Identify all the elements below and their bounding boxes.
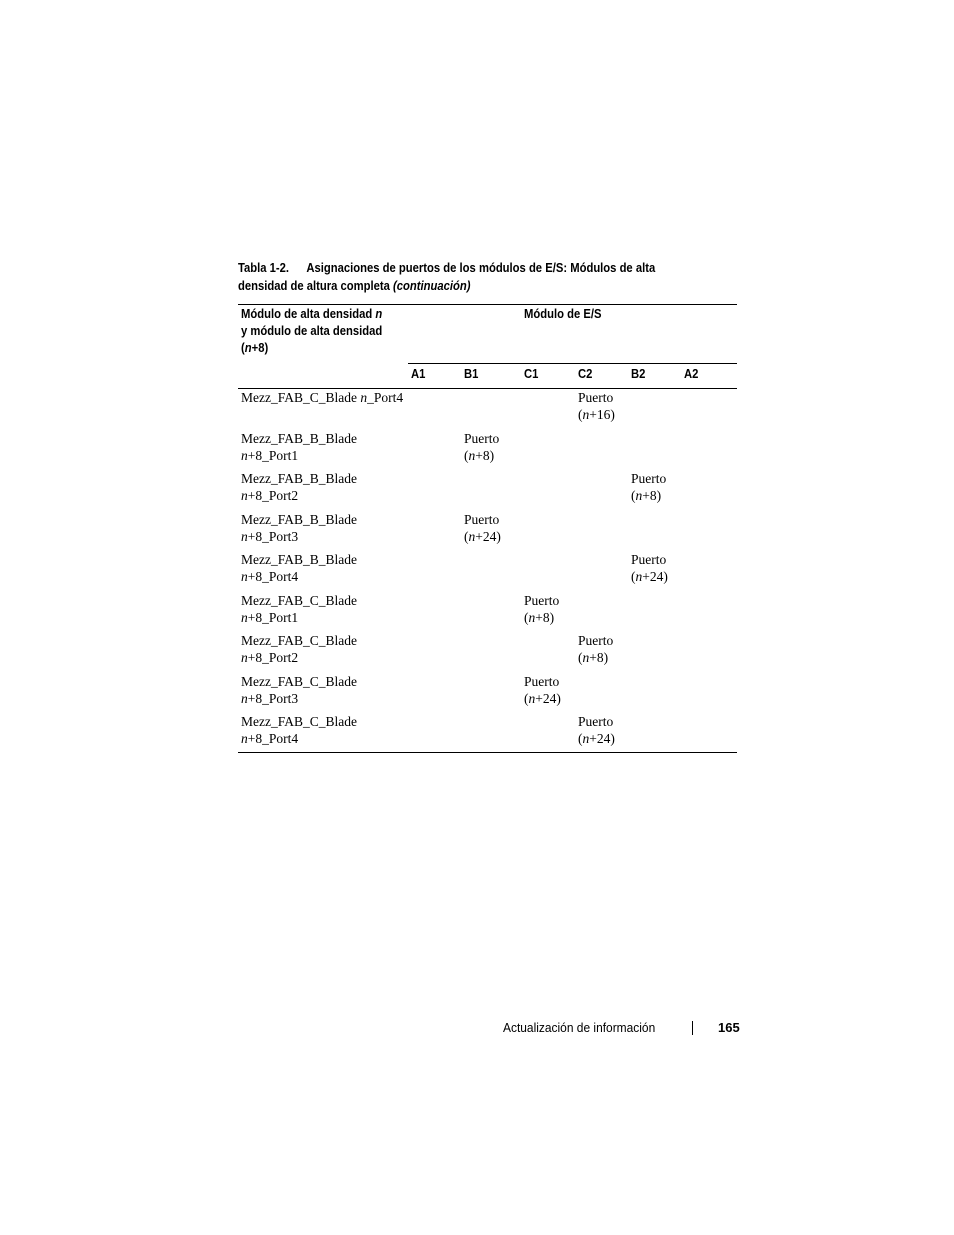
row-port-cell <box>524 674 561 707</box>
column-a2: A2 <box>684 367 699 381</box>
row-port-value: (n+24) <box>631 568 668 584</box>
row-port-label: Puerto <box>464 431 500 446</box>
table-title: Asignaciones de puertos de los módulos de E/S: Módulos de alta densidad de altura completa <box>238 261 656 293</box>
table-row <box>241 431 357 464</box>
row-module-line2: n+8_Port3 <box>241 528 299 544</box>
table-row <box>241 593 357 626</box>
row-module-line1: Mezz_FAB_C_Blade n_Port4 <box>241 390 404 405</box>
row-module-line2: n+8_Port2 <box>241 487 299 503</box>
table-continued: (continuación) <box>393 279 471 293</box>
header-left-line1: Módulo de alta densidad <box>241 307 373 321</box>
row-port-value: (n+16) <box>578 406 615 422</box>
row-module-line2: n+8_Port4 <box>241 568 299 584</box>
row-port-cell <box>578 633 613 666</box>
row-port-label: Puerto <box>578 633 614 648</box>
row-module-line2: n+8_Port3 <box>241 690 299 706</box>
row-module-line1: Mezz_FAB_C_Blade <box>241 633 357 648</box>
page-number: 165 <box>718 1020 740 1035</box>
table-top-rule <box>238 304 737 305</box>
row-port-label: Puerto <box>524 593 560 608</box>
row-module-line1: Mezz_FAB_B_Blade <box>241 471 357 486</box>
column-b1: B1 <box>464 367 479 381</box>
column-a1: A1 <box>411 367 426 381</box>
header-left-var2: n <box>244 341 252 355</box>
row-module-line1: Mezz_FAB_C_Blade <box>241 674 357 689</box>
subheader-rule <box>408 363 737 364</box>
table-row <box>241 390 403 407</box>
header-left-line2: y módulo de alta densidad <box>241 324 383 338</box>
row-module-line2: n+8_Port4 <box>241 730 299 746</box>
header-left-var1: n <box>375 307 383 321</box>
row-module-line1: Mezz_FAB_B_Blade <box>241 552 357 567</box>
row-port-value: (n+24) <box>578 730 615 746</box>
row-module-line1: Mezz_FAB_B_Blade <box>241 431 357 446</box>
row-port-value: (n+24) <box>524 690 561 706</box>
header-module-pair <box>241 306 382 357</box>
row-module-line2: n+8_Port1 <box>241 609 299 625</box>
row-port-cell <box>578 714 615 747</box>
header-left-open: ( <box>241 341 245 355</box>
row-module-line1: Mezz_FAB_C_Blade <box>241 714 357 729</box>
row-port-value: (n+8) <box>464 447 495 463</box>
column-c2: C2 <box>578 367 593 381</box>
row-port-label: Puerto <box>631 552 667 567</box>
table-row <box>241 714 357 747</box>
row-port-label: Puerto <box>578 390 614 405</box>
row-port-label: Puerto <box>464 512 500 527</box>
table-row <box>241 471 357 504</box>
header-left-rest: +8) <box>251 341 269 355</box>
column-c1: C1 <box>524 367 539 381</box>
row-port-cell <box>631 471 666 504</box>
column-b2: B2 <box>631 367 646 381</box>
table-row <box>241 674 357 707</box>
row-port-value: (n+8) <box>578 649 609 665</box>
row-port-cell <box>524 593 559 626</box>
table-row <box>241 512 357 545</box>
table-row <box>241 552 357 585</box>
row-port-value: (n+24) <box>464 528 501 544</box>
row-module-line2: n+8_Port1 <box>241 447 299 463</box>
row-module-line2: n+8_Port2 <box>241 649 299 665</box>
header-io-module: Módulo de E/S <box>524 307 602 321</box>
footer-section-title: Actualización de información <box>503 1020 656 1035</box>
row-port-label: Puerto <box>578 714 614 729</box>
row-port-value: (n+8) <box>631 487 662 503</box>
row-port-label: Puerto <box>631 471 667 486</box>
row-module-line1: Mezz_FAB_B_Blade <box>241 512 357 527</box>
row-port-cell <box>464 431 499 464</box>
table-row <box>241 633 357 666</box>
footer-separator <box>692 1021 693 1035</box>
row-port-cell <box>578 390 615 423</box>
row-port-label: Puerto <box>524 674 560 689</box>
table-caption <box>238 259 697 295</box>
row-port-cell <box>464 512 501 545</box>
row-port-cell <box>631 552 668 585</box>
table-bottom-rule <box>238 752 737 753</box>
header-bottom-rule <box>238 388 737 389</box>
table-number: Tabla 1-2. <box>238 261 290 275</box>
row-module-line1: Mezz_FAB_C_Blade <box>241 593 357 608</box>
row-port-value: (n+8) <box>524 609 555 625</box>
